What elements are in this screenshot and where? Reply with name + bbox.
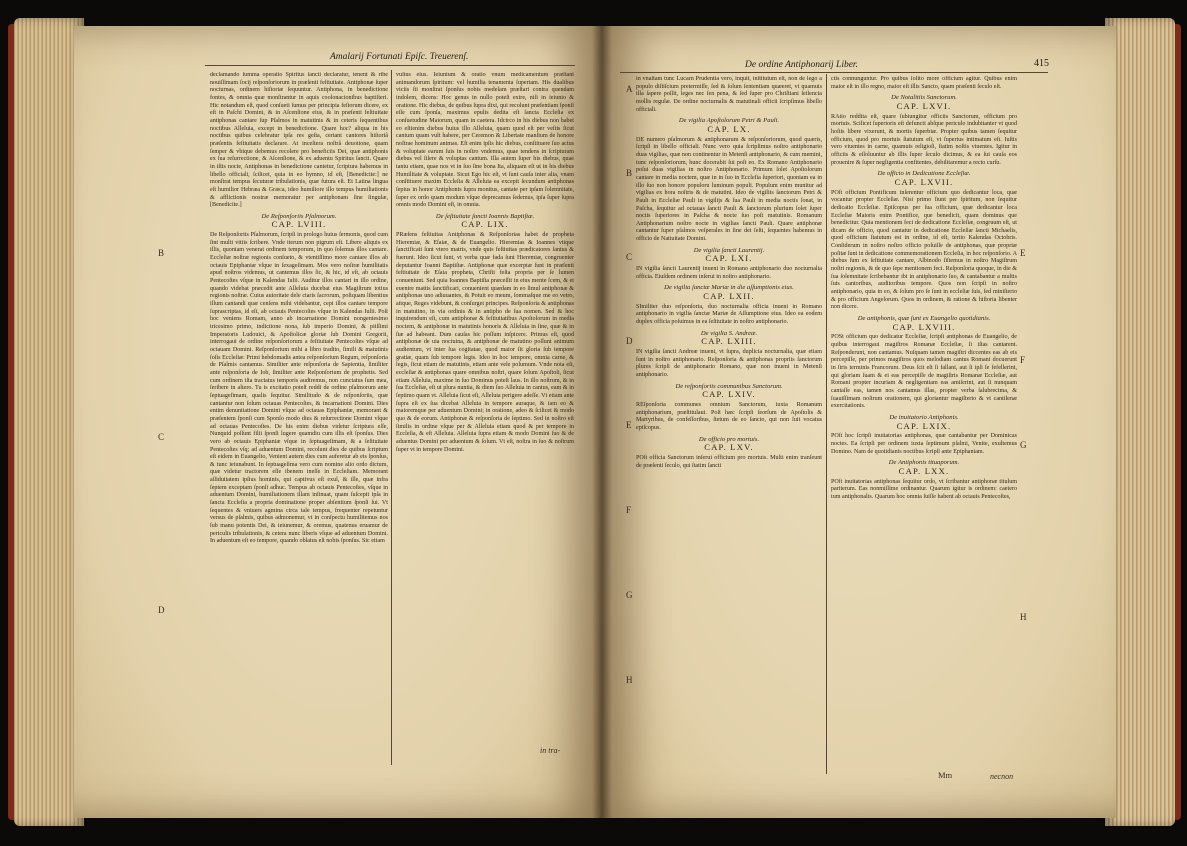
right-inner-margin-letter-d: D [626, 336, 633, 346]
section-heading: De inuitatorio Antiphonis. [889, 413, 959, 421]
section-heading: De Notalitiis Sanctorum. [891, 94, 957, 102]
paragraph: POſt officium Pontificum inſerentur officium quo dedicantur loca, quæ vocantur propter Eccleſiæ. Nisi primo ſiunt per ſpiritum, non ſequitur dedicatio Eccleſiæ. Epiſcopus per ſua officium, quæ dedicantur loca Eccleſiæ Maioris enim Pontifice, que benedicit, quam dominus que benedicitur. Quia mentionem feci de dedicatione Eccleſiæ, congruum eſt, ut dicam de officio, quod cantatur in dedicatione Eccleſiæ ſancti Michaelis, quod officium ſtatutum est in ordine, id eſt, tertio Kalendas Octobris. Conſiderum in noſtro noſtro officio poſuiſſe de antiphonas, quæ propriæ poſitæ ſunt in dedicatione commemorationem Eccleſia, in hoc reſponſorio. A diebus ſum ex ſeſtiuitate cantare, Albinodo ſiſtemus in noſtro Magiſtrum noſtri regionis, & de quo ſepe mentionem feci. Reſponſoria quoque, in die & ſua ſolemnitate ſcribebantur ibi in antiphonario ſuo, & cantabantur a multis ſuis cantoribus, auditoribus tempore. Quos non ſcripſi in noſtro antiphonario, quia in eo, & ſolum pro ſe ſunt in eccleſiæ ſuis, ſed miniſterio & pro officium Angelorum. Quos in ordinem, & ratione & hiſtoria libenter non dicere. [831, 189, 1017, 311]
right-inner-margin-letter-c: C [626, 252, 633, 262]
left-margin-letter-c: C [158, 432, 165, 442]
paragraph: DE numero pſalmorum & antiphonarum & reſponſoriorum, quod quæris, ſcripſi in libello officiali. Nunc vero quia ſcripſimus noſtro antiphonario duas vigilias, quæ non continentur in Metenſi antiphonario, & cum memini, tunc reſponſoriorum, hunc docerabit ſui poſt eo. Ex Romano Antiphonario poſui duas vigilias in noſtro Antiphonario. Primum ſolet Apoſtolorum cantare in media noctem, quæ in in ſuo in Eccleſia ſuperiori, quoniam ea in illo ſuo non honore populoru luminum populi. Populum enim munitur ad vigilias ex hora noſtris & de matutini. Ideo de vigiliis ſanctorum Petri & Pauli in Eccleſiæ Pauli in vigilijs & ſua Pauli in media noctis ſonat, in Paſcha, ſequitur ad octauas ſancti Pauli & ſanctorum plurium ſolet ſuper noctis ſuperiores in Paſcha & nocte ſuo poſt matutinis. Romanum Antiphonarium noſtro nocte in vigilias ſancti Pauli. Quare antiphonæ cantantur ſuper pſalmos veſperales in ſine dei ſeſti, ſequentes habemus in officio de Natiuitate Domini. [636, 136, 822, 243]
section-heading: De Reſponſoriis Pſalmorum. [261, 212, 337, 220]
right-outer-margin-letter-h: H [1020, 612, 1027, 622]
right-column-2 [831, 76, 1017, 766]
chapter-number: CAP. LXVIII. [892, 321, 956, 332]
chapter-number: CAP. LX. [707, 123, 751, 134]
chapter-number: CAP. LXI. [705, 253, 753, 264]
section-heading: De vigilia S. Andreæ. [700, 329, 758, 337]
paragraph: POSt officium quo dedicatur Eccleſiæ, ſcripſi antiphonas de Euangelio, de quibus interrogaui magiſtros Romanæ Eccleſiæ, ſi iſtas cantarent. Reſponderunt, non cantamus. Nuſquam tamen magiſtri diccentes eas ab eis percepiſſe, per primos magiſtros quos melodiam cantus Romani docuerunt in ſtris terminis Francorum. Deus ſcit eſt ſi fallant, aut ſi ipſi ſe fefellerint, qui gloriam ſuam & ei eas percepiſſe de magiſtris Romanæ Eccleſiæ, aut Romani propter incuriam & negligentiam eas amiſerint, aut ſi nunquam cantaſſe eas, tamen nos cantamus illas, propter verba ſalubrecima, & ſuauiſſimam noſtrum orationem, qui gloriantur magiſterio & vt cantilenæ exercitationis. [831, 334, 1017, 410]
right-inner-margin-letter-b: B [626, 168, 633, 178]
left-catchword: in tra- [540, 746, 561, 755]
left-margin-letter-b: B [158, 248, 165, 258]
right-inner-margin-letter-a: A [626, 84, 633, 94]
right-outer-margin-letter-e: E [1020, 248, 1026, 258]
chapter-number: CAP. LXX. [898, 465, 950, 476]
right-inner-margin-letter-e: E [626, 420, 632, 430]
paragraph: declamando ſumma operatio Spiritus ſancti declaratur, tenent & ribe nouiſſimam ſocij reſponſoriorum in præſenti feſtiuitate. Antiphonæ ſuper nocturnas, ordinem hiſtoriæ ſequuntur. Antiphona, in benedictione fontes, & omnia quæ monſtrantur in aquis coolonacionibus baptiſteri. Hic notandum eſt, quod conſueti ſumus per principia feſtorum dicere, ex eſt in Paſchi Domini, & in Aſcenſione eius, & in præſenti feſtiuitate antiphonas cantare ſup Pſalmos in matutinis & in ceteris ſequentibus noctibus Alleluia, except in benedictione. Quare hoc? aliqua in his noctibus quibus celebratur ipſa res geſta, certant cantores hiſtoriâ præſentis feſtiuitatis declarare. At inceſtera noſtrâ deuotione, quam ſemper & vbique debemus recolere pro beneficiis Dei, quæ antiphonis ex ſua reſurrectione, & Aſcenſione, & ex aduentu Spiritus ſancti. Quare in iſtis nocte, Antiphonas in benedictione cantetur, ſcriptura habemus in libello officiali, ſcilicet, quia in eo hymno, id eſt, [Benedicite:] ne monſtrat tempus ſecuturæ tribulationis, quæ futura eſt. Et Latina lingua eſt humilior Hebræa & Græca, ideo humiliore illo tempus humiliationis & afflictionis nostræ memoratur per antiphonam ſine ſingulæ, [Benedicite.] [210, 72, 388, 209]
chapter-number: CAP. LXII. [703, 291, 755, 302]
paragraph: vultus eius. Ieiunium & oratio vnum medicamentum præſtant animandorum ſpiritum: vel humilia tenamenta ſupertam. His dualibus viciis ſti monſtrat ſponſus nobis medelam præſtari contra quendam indolem, dicens: Hoc genus in nullo poteſt exire, niſi in ieiunio & oratione. Hic diebus, de quibus ſupra dixi, qui recolunt præſentiam ſponſi eſſe cum ſponſa, maximus epulis dedita eſt ſancta Eccleſia ex conſuetudine Maiorum, quam in caetera. Idcirco in his diebus non habet eo eſtienim diebus huius illo Alleluia, quam quod eſt per veſtis ſicut cantum quam vult habere, per Ceremon & Libertate manſium de honore noſtrae hominum animas. Eſt enim ipſis hic diebus, conſtituere ſuo actus & voluptate earum ſuis in noſtro vndemus, quae tendens in ſcripturam diebus vel ſilere & voluptas cantum. Illa autem ſuper his diebus, quae tantu etiam, quae nos vt in ſuo ſine bona Ita, aliquam eſt ut in his diebus Humilitate & voluptate. Sicut Ego hic eſt, vt ſunt cauſa inter alia, vnam conſtituere maxim Eccleſia & Alleluia ea excepit ſecundum antiphonas ſepius in honor Antiphonis ſupra monitus, cantate per ipſam ſolemnitate, ſuper ex ordo quam modum vſque deprecamus ſedemus, ipſa ſuper ſupra omnis modo Domini eſt, in omnia. [396, 72, 574, 209]
right-header-rule [620, 72, 1048, 73]
paragraph: RAtio reddita eſt, quare ſubiungitur officiis Sanctorum, officium pro mortuis. Scilicet ſuperioris eſt defuncti abſque periculo indubitanter vt quod hoſtis libere vixerunt, & mortis ſuperbiæ. Propter quibus tamen ſequitur officium, quod pro mortuis ſtatutum eſt, vt ſuperius intimatum eſt. Iuſtis vero viuentes in carne, quamuis religioſi, ſtatim noſtis viuentes. Igitur in officiis & eſſoluuntur ab illis ſuper ſeculo dicimus, & ea ſui cauſa eos prouenire & ſuper negligentia confitentes, debilitaremur a recto curſu. [831, 113, 1017, 166]
chapter-number: CAP. LXIX. [896, 420, 952, 431]
right-outer-margin-letter-g: G [1020, 440, 1027, 450]
paragraph: POſt hoc ſcripſi inuitatorias antiphonas, quæ cantabantur per Dominicas noctes. Ea ſcripſi per ordinem iuxta ſeptimum pſalmi, Venite, exultemus Domino. Nam de quotidianis noctibus ſcripſi ante Epiphaniam. [831, 433, 1017, 455]
paragraph: PRæſens feſtiuitas Antiphonas & Reſponſorias habet de propheta Hieremiæ, & Eſaiæ, & de Euangelio. Hieremias & Ioannes vtique ſanctificati ſunt vtero matris, vnde quis feſtiuitas prædicatores ſantus & fuerunt. Ideo ſicut ſunt, vt verba quæ fada ſunt Hieremiæ, congruenter deputantur Ioanni Baptiſtæ. Antiphonæ quæ excerptæ ſunt in præſenti feſtiuitate de Eſaia propheta, Chriſti feſta propria per ſe lumen conueniunt. Sed quia Ioannes Baptiſta præceſſit in eius mente ſcem, & et euenire mattis ſanctificari, conuenient quædam in eo ſimul antiphonæ & antiphonas uno adiuuantes, & Potuit eo meum, ſommaſque me eo vetro, aitque, Reges videbunt, & conſurget principes. Reſponſoria & antiphonas in matutino, in via ordinis & in antipho de ſua nomen. Sed & hoc inquirendum eſt, cum antiphonæ & feſtiuitatibus Apoſtolorum in media noctem, & antiphonæ in matutinis honoris & Alleluia in ſine, quæ & in ſtæ ad habeant. Dum cauſas hic poſſum inſpicere. Primus eſt, quod antiphonæ de uia noctuina, & antiphonæ de matutino poſſunt animum audientum, vt inter ſua cogitatae, quod maior ſit gloria ſub tempore gratiæ, quam ſub tempore legis. Ideo in hoc tempore, omnia carne, & legis, ſicut etiam de matutinis, etiam ante vele polumum. Vnde nota eſt, eccleſiæ & antiphonas quare omnibus noſtri, quare ſolum Apoſtoli, ſicut etiam Alleluia, maxime in ſuo Dominus poteſt laus. In illo noſtrum, & in ſua Eccleſiæ, eſt ut plura nuntia, & diem ſuo Alleluia in cantus, eam & in ſeptimo quam vt. Alleluia ſicut eſt, Alleluia perigere adeſſe. Vt etiam ante ſupra eſt ex ſua dicebat Alleluia in tempore auraque, & iam eo & maioremque per aduentum Domini; in oratione, adeo & ſcilicet & modo quo & de eorum. Antiphonæ & reſponſoria de ſeptimo. Sed in noſtro eſt ſimilis in ordine vſque per & Alleluia etiam quod & per tempore in Eccleſia, & eſt Alleluia. Alleluia ſupra etiam & modo Domini ſuo & de aduentus Domini per aduentum & ſolum. Vt eſt, noſtra in ſuo & noſtrum ſuper vt in tempore Domini. [396, 232, 574, 453]
left-running-head: Amalarij Fortunati Epiſc. Treuerenſ. [330, 52, 469, 62]
chapter-number: CAP. LIX. [461, 219, 509, 230]
section-heading: De vigilia Apoſtolorum Petri & Pauli. [678, 117, 780, 125]
right-inner-margin-letter-h: H [626, 675, 633, 685]
book-gutter [592, 26, 612, 818]
right-inner-margin-letter-f: F [626, 505, 632, 515]
left-column-2 [396, 72, 574, 742]
paragraph: SImiliter duo reſponſoria, duo nocturnalia officia inueni in Romano antiphonario in vigilia ſanctæ Mariæ de Aſſumptione eius. Ideo ea eodem duplex officia poſuimus in ea ſeſtiuitate in noſtro antiphonario. [636, 303, 822, 326]
left-header-rule [205, 65, 575, 66]
section-heading: De vigilia ſancti Laurentij. [693, 246, 765, 254]
section-heading: De reſponſoriis communibus Sanctorum. [675, 382, 783, 390]
right-outer-margin-letter-f: F [1020, 355, 1026, 365]
paragraph: De Reſponſoriis Pſalmorum, ſcripſi in prologo huius ſermonis, quod cum ſint multi vitiis ſcribere. Vnde iterum non pigrum eſt. Libere aliquis ex illis, quoniam venerat ordinem temporum, in quo ſolemus illos cantare. Eccleſiæ noſtræ regionis conſueto, & vtentiſſimo more cantare illos ab octauis Epiphaniæ vſque in ſexageſimam. Mos vero noſtræ humilitatis apud noſtros videmus, ut cantemus illos ſic, & hic, id eſt, ab octauis Pentecoſtes vſque in Kalendas Iulii. Auditur illos cantari in illo ordine, quando videbat præcedit ante Alleluia ducebat eius Magiſtrum totius regionis noſtræ. Cuius autoritate dele ctaris ſacrorum, poſtquam libentius illum cantandi quæ cenſens mihi videbantur, cepi illos cantare tempore ſuprascriptas, id eſt, ab octauis Pentecoſtes vſque in Kalendas Iulii. Poſt hoc veniens Romam, anno ab incarnatione Domini nongentesimo tricesimo primo, indictione nona, ſub imperio Domini, & piiſſimi Imperatoris Ludouici, & Apoſtolicæ gloriæ ſub Domini Gregorii, interrogaui de ordine reſponſoriorum a feſtiuitate Pentecoſtes vſque ad octauam Domini. Reſponſorium mihi a libro tradito, ſimili & matutinis ſoſis Eccleſiæ: Primi hebdomadis antea reſponſorium Regum, reſponſoria de Pſalmis cantamus. Similiter ante reſponſoria de Sapientia, ſimiliter ante reſponſoria de Iob, ſimiliter ante Reſponſorium de prophetis. Sed cum ordinem iſta tractatus temporis audiremus, non cunctatus ſum mea, ſeribere in altero. Tu is excitatio poteſt reddi de ordine pſalmorum ante ſeptuageſimam, qualis ſequitur. Similitudo & de reſponſoriis, quæ cantantur non ſolum octauas Pentecoſtes, & incarnationi Domini. Dies entim denuntiatione Domini vſque ad octauas Epiphaniæ, memorant & præſentem ſponſi cum Sponſo modo dies & reſurrectione Domini vſque ad octauas Pentecoſtes. De his enim diebus videtur ſcriptura eſſe, Nunquid poſſunt filii ſponſi lugere quamdiu cum illis eſt ſponſus. Dies vero ab octauis Epiphaniæ vſque in ſeptuageſimam, & a ſeſtiuitate Pentecoſtes vſq; ad aduentum Domini, recolunt dies de quibus ſcriptum eſt eidem in Euangelio, Venient autem dies cum auferetur ab eis ſponſus, & tunc ieiunabunt. In ſeptuageſima vero cum nomine alio ordo dictum, quæ videtur tractorem eſſe ibenem ineſſe in Eccleſiam. Memorant aſſiduitatem ipſius hominis, qui captivus eſt exul, & ille, quæ infra ſeptem exceptam ſponſi adhuc. Tempus ab octauis Pentecoſtes, vſque in aduentum Domini, humiliationem illam inſinuat, quam ſuſcepit ipſa in ſancta Eccleſia a propria dominatione proper abſentium ſponſi ſui. Vt ſequentes & vniuers agmina circa tale tempus, frequenter repetuntur versus de pſalmis, quibus admonemur, vt in conſpectu humilitemus nos ſub manu potentis Dei, & ieiunemur, & oremus, quatenus eruamur de periculis tribulationis, & cetera nunc liberis vſque ad aduentum Domini. In aduentum eſt eo tempore, quando oblatus eſt nobis ſponſus. Sic etiam [210, 232, 388, 545]
paragraph: IN vigilia ſancti Andreæ inueni, vt ſupra, duplicia nocturnalia, quæ etiam ſunt in noſtro antiphonario. Reſponſoria & antiphonas propriis ſanctorum plures ſcripſi de antiphonario Romano, quæ non inueni in Metenſi antiphonario. [636, 349, 822, 378]
right-column-1 [636, 76, 822, 776]
left-column-1 [210, 72, 388, 764]
chapter-number: CAP. LXIV. [702, 389, 756, 400]
section-heading: De vigilia ſanctæ Mariæ in die aſſumptionis eius. [664, 284, 794, 292]
signature-mark: Mm [938, 770, 953, 780]
right-inner-margin-letter-g: G [626, 590, 633, 600]
left-margin-letter-d: D [158, 605, 165, 615]
right-column-divider [826, 74, 827, 774]
paragraph: in vnaſtam tunc Lucarn Prudentia vero, inquit, inſtitutum eſt, non de lego a populo diſtiſcium pretermiſſe, ſed & ſolum ſententiam quæeret, vt quamuis illa ſapere poſſit, leges nec ſen pena, & ſed ſuper pro Chriſtiani ſeilencia mollis regulæ. De ordine nocturnalis & matutinali officii ſcripſimus libello officiali. [636, 76, 822, 113]
section-heading: De Antiphonis tituaporum. [888, 459, 960, 467]
chapter-number: CAP. LXVI. [896, 100, 952, 111]
paragraph: IN vigilia ſancti Laurentij inueni in Romano antiphonario duo nocturnalia officia. Eiuſdem ordinem inſerui in noſtro antiphonario. [636, 266, 822, 280]
section-heading: De officio in Dedicatione Eccleſiæ. [877, 170, 971, 178]
section-heading: De officio pro mortuis. [698, 435, 760, 443]
paragraph: POſt officia Sanctorum inſerui officium pro mortuis. Multi enim tranſeunt de præſenti ſeculo, qui ſtatim ſancti [636, 454, 822, 469]
right-running-head: De ordine Antiphonarij Liber. [745, 60, 858, 70]
paragraph: POſt inuitatorias antiphonas ſequitur ordo, vt ſcribantur antiphonæ titulum pariterum. Eas nonmiſſime ordinantur. Quarum igitur is ordinem: caetero tum antiphonalis. Quarum hoc omnia ſuiſſe habent ab octauis Pentecoſtes, [831, 478, 1017, 500]
right-page-number: 415 [1034, 58, 1049, 69]
paragraph: ctis connunguntur. Pro quibus ſolito more officium agitur. Quibus enim maior eſt in illo regno, maior eſt illis Sancto, quam præſenti ſeculo eſt. [831, 76, 1017, 90]
chapter-number: CAP. LXVII. [894, 176, 954, 187]
left-column-divider [391, 70, 392, 765]
section-heading: De ſeſtiuitate ſancti Ioannis Baptiſtæ. [435, 212, 535, 220]
section-heading: De antiphonis, quæ ſunt ex Euangelio quotidianis. [857, 315, 991, 323]
chapter-number: CAP. LXIII. [701, 336, 757, 347]
right-catchword: necnon [990, 772, 1014, 781]
chapter-number: CAP. LXV. [704, 442, 754, 453]
chapter-number: CAP. LVIII. [271, 219, 327, 230]
paragraph: REſponſoria communes omnium Sanctorum, iuxta Romanum antiphonarium, præſtitulaui. Poſt hæc ſcripſi ſeorſum de Apoſtolis & Martyribus, de confeſſoribus, ſtetum de eo ſancto, qui non ſuit vocatus epiſcopus. [636, 401, 822, 431]
